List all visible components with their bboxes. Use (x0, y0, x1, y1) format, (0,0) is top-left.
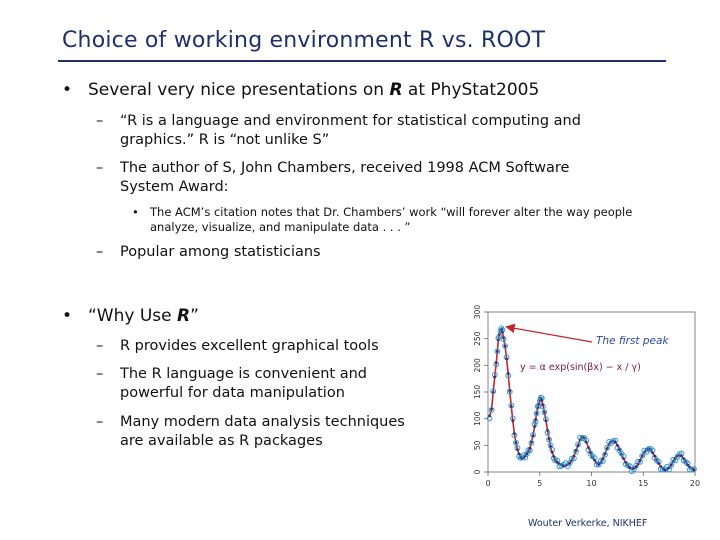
data-point-core (593, 459, 596, 462)
data-point-core (488, 415, 491, 418)
annotation-arrow (507, 327, 592, 342)
data-point-core (504, 345, 507, 348)
bullet-dot: • (62, 306, 73, 326)
sub-item-2-1-line-1: R provides excellent graphical tools (120, 338, 379, 354)
x-tick-label: 5 (537, 479, 543, 488)
data-point-core (597, 463, 600, 466)
data-point-core (670, 464, 673, 467)
sub-item-1-2-line-1: The author of S, John Chambers, received 1998 ACM Software (120, 160, 570, 176)
data-point-core (622, 457, 625, 460)
data-point-core (635, 465, 638, 468)
data-point-core (545, 419, 548, 422)
data-point-core (511, 419, 514, 422)
y-tick-label: 100 (473, 411, 482, 426)
data-point-core (606, 447, 609, 450)
data-point-core (616, 444, 619, 447)
data-point-core (604, 452, 607, 455)
data-point-core (614, 441, 617, 444)
bullet-2-emph: R (177, 306, 191, 326)
sub-sub-item-line-1: The ACM’s citation notes that Dr. Chambers’ work “will forever alter the way people (150, 205, 633, 219)
title-underline (58, 60, 666, 62)
data-point-core (507, 372, 510, 375)
data-point-core (639, 459, 642, 462)
annotation-label: The first peak (596, 335, 669, 347)
bullet-1-suffix: at PhyStat2005 (402, 80, 540, 100)
data-point-core (508, 390, 511, 393)
data-point-core (543, 411, 546, 414)
formula-label: y = α exp(sin(βx) − x / γ) (520, 362, 641, 373)
dash-marker: – (96, 338, 104, 354)
data-point-core (492, 391, 495, 394)
data-point-core (490, 408, 493, 411)
data-point-core (510, 405, 513, 408)
sub-item-2-2-line-2: powerful for data manipulation (120, 385, 345, 401)
bullet-2-label: “Why Use (88, 306, 178, 326)
data-point-core (502, 336, 505, 339)
data-point-core (573, 455, 576, 458)
data-point-core (587, 446, 590, 449)
data-point-core (533, 425, 536, 428)
data-point-core (641, 455, 644, 458)
sub-item-2-3-line-2: are available as R packages (120, 433, 323, 449)
data-point-core (535, 412, 538, 415)
dash-marker: – (96, 160, 104, 176)
data-point-core (686, 464, 689, 467)
data-point-core (546, 429, 549, 432)
dash-marker: – (96, 113, 104, 129)
data-point-core (585, 441, 588, 444)
data-point-core (501, 331, 504, 334)
y-tick-label: 50 (473, 440, 482, 451)
slide-title: Choice of working environment R vs. ROOT (62, 28, 546, 53)
data-point-core (515, 441, 518, 444)
dash-marker: – (96, 414, 104, 430)
dash-marker: – (96, 366, 104, 382)
data-point-core (657, 462, 660, 465)
data-point-core (551, 451, 554, 454)
sub-item-2-3-line-1: Many modern data analysis techniques (120, 414, 405, 430)
sub-item-1-2-line-2: System Award: (120, 179, 229, 195)
data-point-core (577, 444, 580, 447)
sub-item-1-1-line-1: “R is a language and environment for statistical computing and (120, 113, 581, 129)
data-point-core (530, 441, 533, 444)
data-point-core (493, 376, 496, 379)
data-point-core (505, 358, 508, 361)
y-tick-label: 200 (473, 358, 482, 373)
bullet-dot: • (62, 80, 73, 100)
data-point-core (653, 455, 656, 458)
dash-marker: – (96, 244, 104, 260)
sub-item-1-3-line-1: Popular among statisticians (120, 244, 321, 260)
data-point-core (540, 399, 543, 402)
bullet-1-text (88, 79, 539, 101)
data-point-core (534, 418, 537, 421)
bullet-2-text (88, 305, 199, 327)
bullet-1-label: Several very nice presentations on (88, 80, 390, 100)
y-tick-label: 250 (473, 331, 482, 346)
bullet-2-suffix: ” (190, 306, 199, 326)
data-point-core (575, 449, 578, 452)
small-bullet-dot: • (132, 205, 139, 219)
sub-item-2-2-line-1: The R language is convenient and (120, 366, 368, 382)
x-tick-label: 10 (586, 479, 597, 488)
footer-credit: Wouter Verkerke, NIKHEF (528, 518, 648, 529)
scatter-plot (450, 300, 705, 522)
data-point-core (518, 452, 521, 455)
y-tick-label: 0 (473, 469, 482, 475)
y-tick-label: 300 (473, 304, 482, 320)
x-tick-label: 15 (638, 479, 649, 488)
x-tick-label: 0 (485, 479, 491, 488)
data-point-core (513, 432, 516, 435)
data-point-core (693, 468, 696, 471)
data-point-core (532, 434, 535, 437)
data-point-core (618, 448, 621, 451)
data-point-core (651, 451, 654, 454)
data-point-core (568, 462, 571, 465)
data-point-core (680, 455, 683, 458)
x-tick-label: 20 (689, 479, 701, 488)
bullet-1-emph: R (389, 80, 403, 100)
data-point-core (601, 457, 604, 460)
data-point-core (548, 438, 551, 441)
data-point-core (495, 361, 498, 364)
data-point-core (541, 403, 544, 406)
data-point-core (529, 447, 532, 450)
data-point-core (496, 350, 499, 353)
data-point-core (516, 448, 519, 451)
sub-item-1-1-line-2: graphics.” R is “not unlike S” (120, 132, 330, 148)
y-tick-label: 150 (473, 384, 482, 400)
sub-sub-item-line-2: analyze, visualize, and manipulate data . . . ” (150, 220, 411, 234)
